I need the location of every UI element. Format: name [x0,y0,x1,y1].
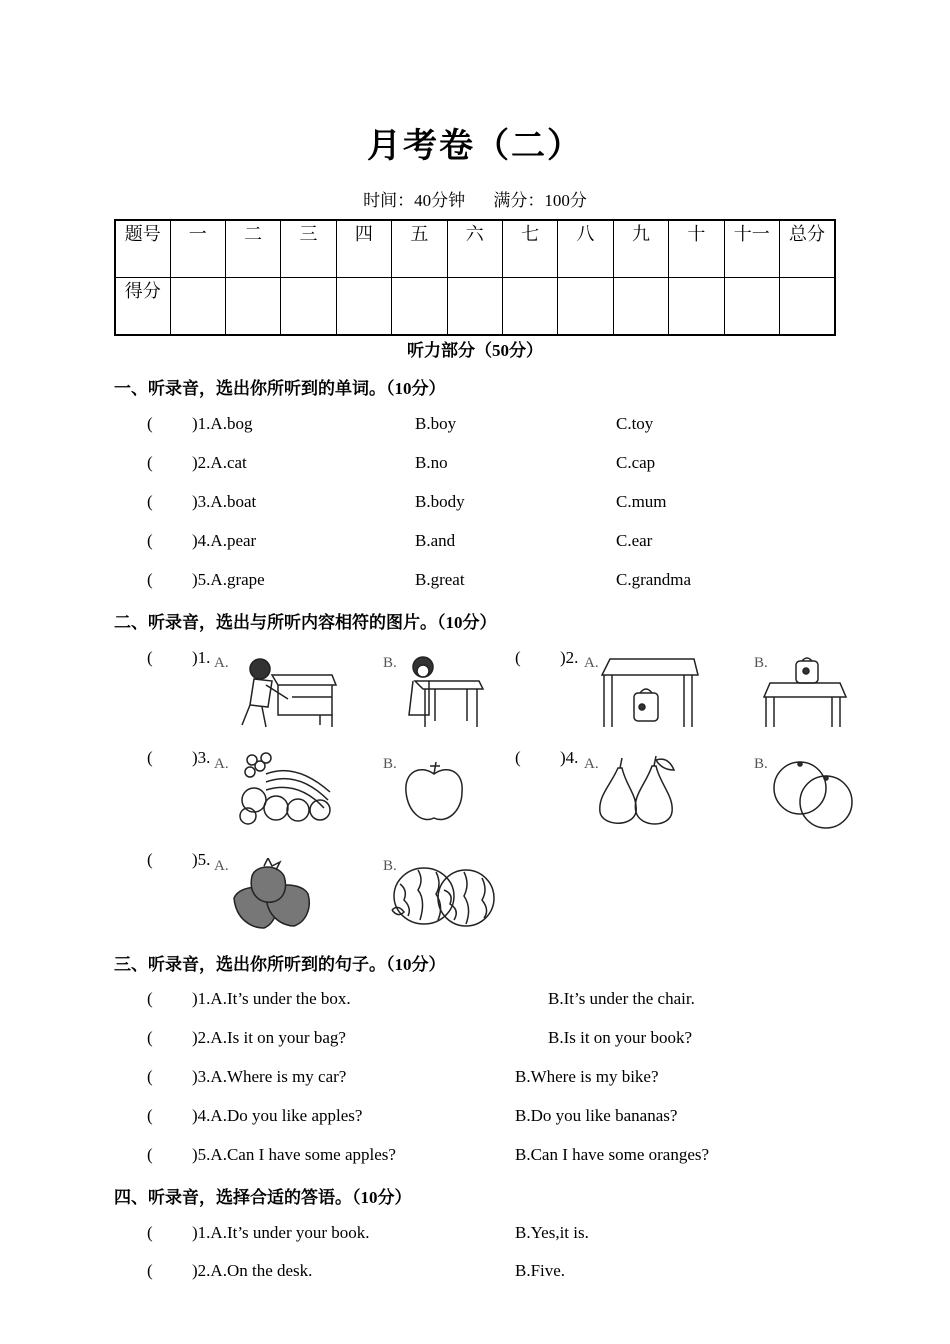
section-2-title: 二、听录音，选出与所听内容相符的图片。（10分） [114,613,497,632]
col-6: 六 [447,220,502,278]
col-11: 十一 [724,220,779,278]
paren: ( [147,1106,153,1125]
s2-q4-a-label: A. [584,756,599,772]
s3-q1: )1.A.It’s under the box. [192,989,351,1008]
score-cell[interactable] [502,278,557,336]
s2-q2-b-label: B. [754,655,768,671]
s3-q3: )3.A.Where is my car? [192,1067,347,1086]
score-cell[interactable] [447,278,502,336]
boy-beside-table-icon [232,655,338,730]
s1-q2-c: C.cap [616,453,656,472]
col-1: 一 [170,220,225,278]
col-7: 七 [502,220,557,278]
s1-q5-c: C.grandma [616,570,692,589]
section-4-title: 四、听录音，选择合适的答语。（10分） [114,1188,412,1207]
score-table [114,219,836,336]
score-cell[interactable] [281,278,336,336]
s1-q4-b: B.and [415,531,456,550]
score-cell[interactable] [669,278,724,336]
bag-on-table-icon [760,655,848,730]
score-cell[interactable] [724,278,779,336]
paren: ( [147,1223,153,1242]
col-3: 三 [281,220,336,278]
paren: ( [147,531,153,550]
score-cell[interactable] [170,278,225,336]
paren: ( [147,1067,153,1086]
s4-q2-b: B.Five. [515,1261,566,1280]
fruit-pile-icon [236,752,336,826]
listening-header: 听力部分（50分） [407,341,543,360]
s2-q2-num: )2. [560,648,579,667]
col-total: 总分 [779,220,835,278]
paren: ( [147,989,153,1008]
s2-q5-b-label: B. [383,858,397,874]
paren: ( [147,570,153,589]
s3-q3-b: B.Where is my bike? [515,1067,659,1086]
paren: ( [147,453,153,472]
s1-q3-b: B.body [415,492,465,511]
exam-meta [0,186,950,211]
s4-q2: )2.A.On the desk. [192,1261,313,1280]
paren: ( [147,850,153,869]
s3-q2-b: B.Is it on your book? [548,1028,693,1047]
s2-q5-num: )5. [192,850,211,869]
paren: ( [515,648,521,667]
s2-q5-a-label: A. [214,858,229,874]
s2-q3-a-label: A. [214,756,229,772]
paren: ( [147,748,153,767]
s3-q2: )2.A.Is it on your bag? [192,1028,346,1047]
pears-icon [596,756,680,830]
s2-q1-b-label: B. [383,655,397,671]
score-cell[interactable] [336,278,391,336]
boy-behind-table-icon [395,655,485,730]
apple-icon [402,760,466,826]
s3-q4: )4.A.Do you like apples? [192,1106,363,1125]
s1-q1-b: B.boy [415,414,457,433]
s1-q2-b: B.no [415,453,448,472]
s1-q1: )1.A.bog [192,414,253,433]
s2-q1-num: )1. [192,648,211,667]
col-2: 二 [225,220,280,278]
score-table-score-row [115,278,835,336]
section-3-title: 三、听录音，选出你所听到的句子。（10分） [114,955,446,974]
s4-q1-b: B.Yes,it is. [515,1223,589,1242]
s1-q1-c: C.toy [616,414,654,433]
col-9: 九 [613,220,668,278]
s3-q5: )5.A.Can I have some apples? [192,1145,396,1164]
s1-q3: )3.A.boat [192,492,257,511]
s1-q4-c: C.ear [616,531,653,550]
col-10: 十 [669,220,724,278]
score-cell[interactable] [392,278,447,336]
s3-q1-b: B.It’s under the chair. [548,989,695,1008]
s2-q1-a-label: A. [214,655,229,671]
col-5: 五 [392,220,447,278]
col-8: 八 [558,220,613,278]
watermelons-icon [388,860,496,930]
s2-q3-b-label: B. [383,756,397,772]
s1-q4: )4.A.pear [192,531,257,550]
s1-q2: )2.A.cat [192,453,247,472]
bag-under-table-icon [598,655,702,730]
s2-q3-num: )3. [192,748,211,767]
score-cell[interactable] [225,278,280,336]
paren: ( [147,1261,153,1280]
time-limit: 时间：40分钟 [363,191,466,210]
oranges-icon [772,756,856,830]
paren: ( [147,1145,153,1164]
s4-q1: )1.A.It’s under your book. [192,1223,370,1242]
s2-q4-num: )4. [560,748,579,767]
head-label: 题号 [115,220,170,278]
strawberries-icon [230,858,312,930]
paren: ( [147,1028,153,1047]
s1-q5: )5.A.grape [192,570,265,589]
score-cell[interactable] [779,278,835,336]
s3-q4-b: B.Do you like bananas? [515,1106,678,1125]
paren: ( [147,414,153,433]
page-title: 月考卷（二） [367,126,583,166]
paren: ( [515,748,521,767]
score-cell[interactable] [558,278,613,336]
s3-q5-b: B.Can I have some oranges? [515,1145,710,1164]
col-4: 四 [336,220,391,278]
paren: ( [147,492,153,511]
s2-q2-a-label: A. [584,655,599,671]
full-score: 满分：100分 [493,191,587,210]
s1-q3-c: C.mum [616,492,667,511]
paren: ( [147,648,153,667]
section-1-title: 一、听录音，选出你所听到的单词。（10分） [114,379,446,398]
score-label: 得分 [115,278,170,336]
score-table-head-row [115,220,835,278]
s2-q4-b-label: B. [754,756,768,772]
s1-q5-b: B.great [415,570,465,589]
score-cell[interactable] [613,278,668,336]
